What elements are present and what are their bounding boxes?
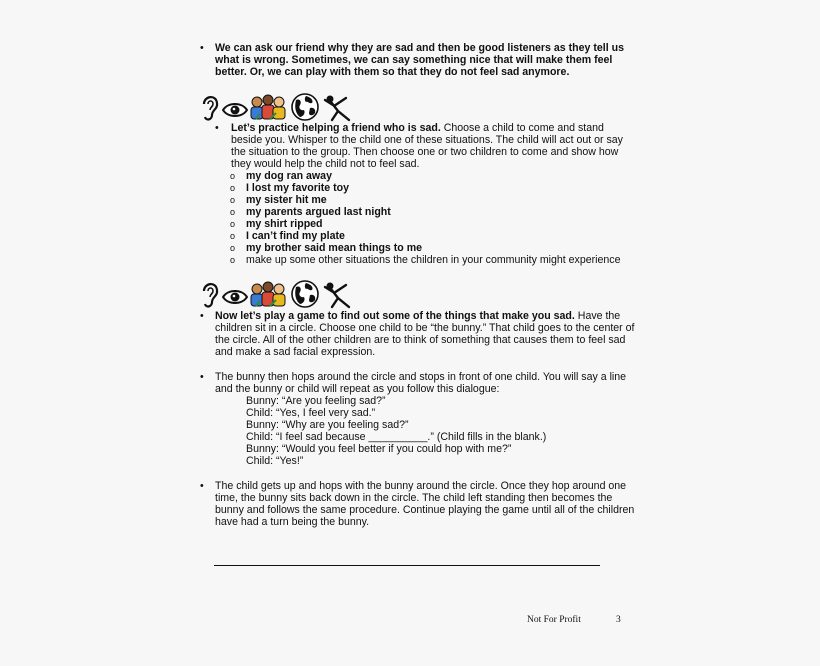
footer-label: Not For Profit (527, 615, 581, 625)
dialogue-line: Bunny: “Are you feeling sad?” (246, 395, 386, 407)
practice-body: Choose a child to come and stand beside you. Whisper to the child one of these situations. The child will act out or say the situation to the group. Then choose one or two children to come and show how they would help the child not to feel sad. (231, 122, 623, 170)
bullet: • (200, 310, 204, 322)
dialogue-line: Child: “I feel sad because __________.” (Child fills in the blank.) (246, 431, 547, 443)
list-marker: o (230, 195, 236, 205)
activity-icon-row (200, 279, 360, 311)
situation-text: my sister hit me (246, 194, 327, 206)
situation-item (230, 254, 640, 266)
ear-icon (200, 92, 220, 122)
children-group-icon (248, 281, 288, 309)
bullet: • (200, 42, 204, 54)
situation-item (230, 182, 640, 194)
situation-text: my dog ran away (246, 170, 332, 182)
globe-icon (290, 92, 320, 122)
situations-list (230, 170, 640, 266)
children-group-icon (248, 94, 288, 122)
situation-item (230, 170, 640, 182)
game-paragraph (200, 310, 640, 358)
eye-icon (222, 287, 248, 307)
dialogue-line: Child: “Yes, I feel very sad.” (246, 407, 376, 419)
dialogue-line: Bunny: “Would you feel better if you could hop with me?” (246, 443, 512, 455)
bunny-text: The bunny then hops around the circle and stops in front of one child. You will say a line and the bunny or child will repeat as you follow this dialogue: (215, 371, 627, 395)
situation-text: my shirt ripped (246, 218, 323, 230)
situation-text: I can’t find my plate (246, 230, 345, 242)
list-marker: o (230, 171, 236, 181)
hop-paragraph (200, 480, 640, 528)
practice-text (231, 122, 635, 170)
intro-paragraph (200, 42, 640, 78)
ear-icon (200, 279, 220, 309)
list-marker: o (230, 183, 236, 193)
situation-item (230, 242, 640, 254)
bullet: • (200, 371, 204, 383)
globe-icon (290, 279, 320, 309)
bunny-paragraph (200, 371, 640, 395)
list-marker: o (230, 243, 236, 253)
list-marker: o (230, 231, 236, 241)
bullet: • (200, 480, 204, 492)
situation-text: my brother said mean things to me (246, 242, 423, 254)
hop-text: The child gets up and hops with the bunny around the circle. Once they hop around one time, the bunny sits back down in the circle. The child left standing then becomes the bunny and follows the same procedure. Continue playing the game until all of the children have had a turn being the bunny. (215, 480, 635, 528)
list-marker: o (230, 219, 236, 229)
practice-paragraph (215, 122, 635, 170)
page-number: 3 (616, 615, 621, 625)
situation-item (230, 218, 640, 230)
dialogue-line: Child: “Yes!” (246, 455, 304, 467)
dialogue-line: Bunny: “Why are you feeling sad?” (246, 419, 409, 431)
situation-item (230, 194, 640, 206)
list-marker: o (230, 255, 236, 265)
stretching-person-icon (322, 281, 354, 309)
stretching-person-icon (322, 94, 354, 122)
activity-icon-row (200, 92, 360, 124)
situation-item (230, 206, 640, 218)
game-text (215, 310, 640, 358)
intro-text: We can ask our friend why they are sad and then be good listeners as they tell us what is wrong. Sometimes, we can say something nice that will make them feel better. Or, we can play with them so that they do not feel sad anymore. (215, 42, 624, 78)
game-body: Have the children sit in a circle. Choose one child to be “the bunny.” That child goes to the center of the circle. All of the other children are to think of something that causes them to feel sad and make a sad facial expression. (215, 310, 635, 358)
eye-icon (222, 100, 248, 120)
situation-text: my parents argued last night (246, 206, 391, 218)
bullet: • (215, 122, 219, 134)
situation-item (230, 230, 640, 242)
practice-lead: Let’s practice helping a friend who is sad. (231, 122, 441, 134)
situation-text: make up some other situations the children in your community might experience (246, 254, 621, 266)
dialogue-list (246, 395, 636, 467)
game-lead: Now let’s play a game to find out some of the things that make you sad. (215, 310, 575, 322)
horizontal-rule (214, 565, 600, 566)
situation-text: I lost my favorite toy (246, 182, 350, 194)
list-marker: o (230, 207, 236, 217)
